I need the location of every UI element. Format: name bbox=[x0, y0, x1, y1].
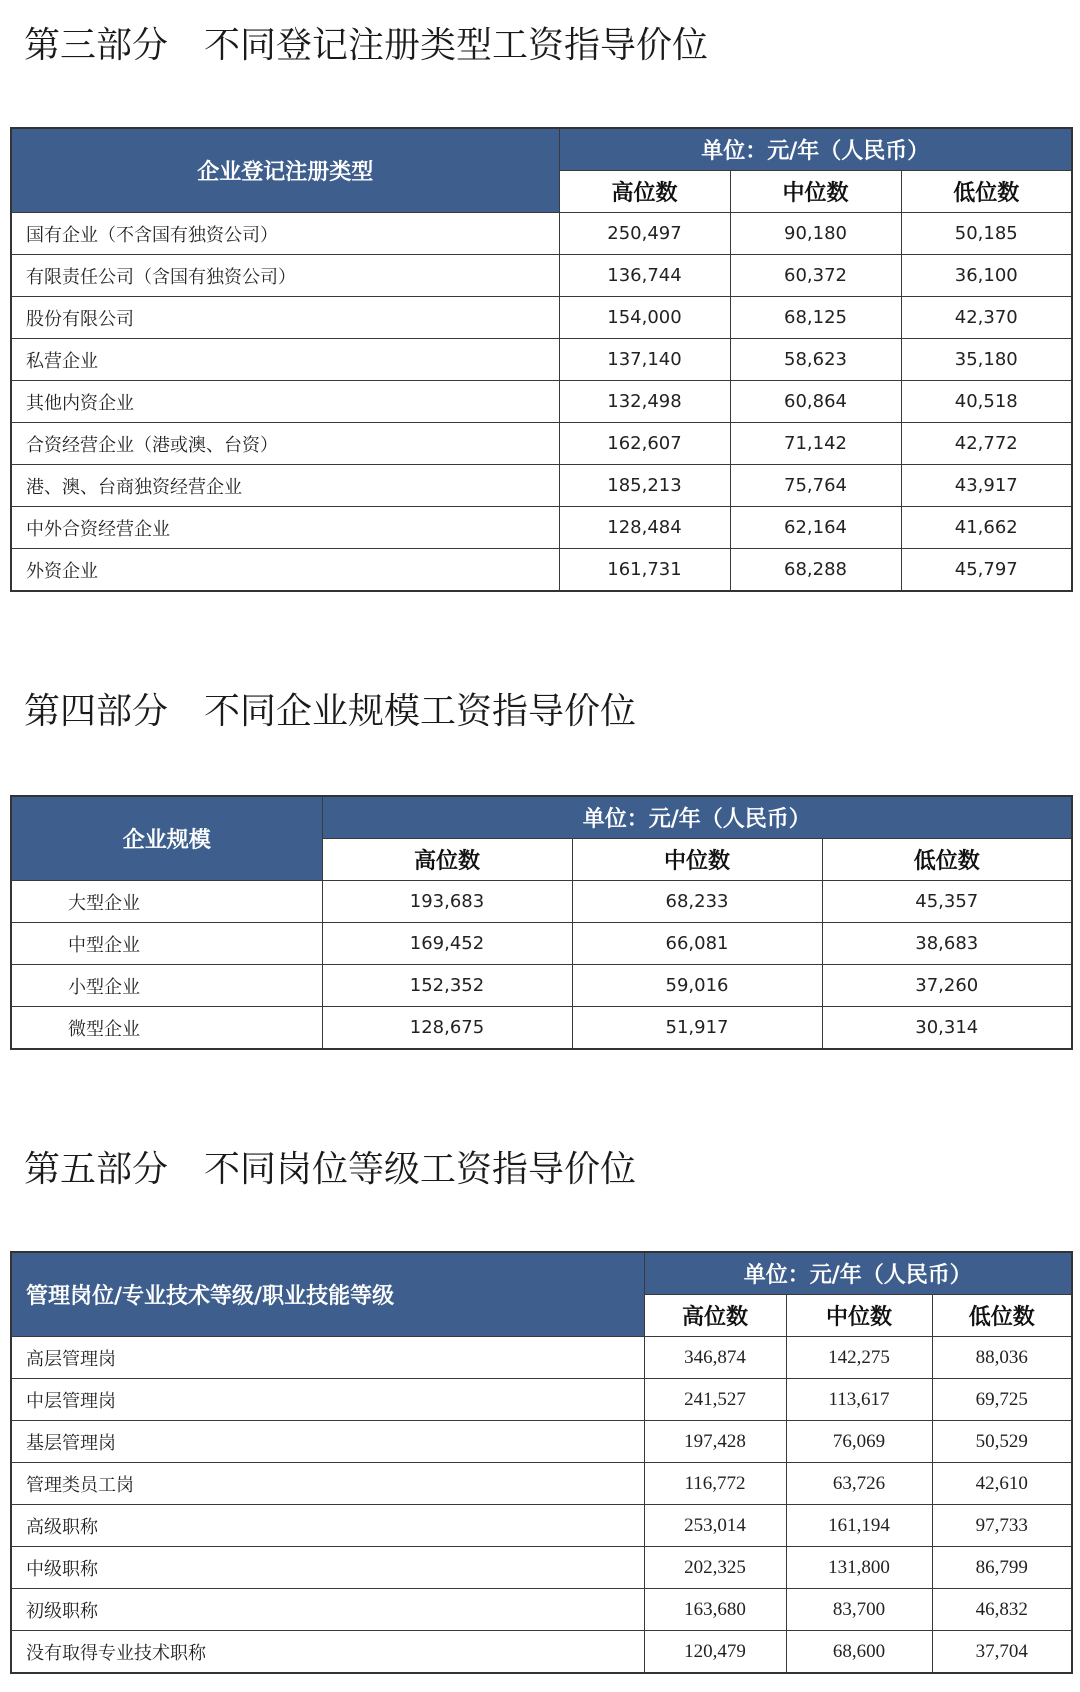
low-value-cell: 42,772 bbox=[901, 423, 1072, 465]
table-row bbox=[11, 465, 1072, 507]
median-value-cell: 76,069 bbox=[786, 1421, 932, 1463]
high-value-cell: 128,675 bbox=[322, 1007, 572, 1050]
median-value-cell: 62,164 bbox=[730, 507, 901, 549]
low-value-cell: 35,180 bbox=[901, 339, 1072, 381]
table-row bbox=[11, 1463, 1072, 1505]
column-header-low: 低位数 bbox=[822, 839, 1072, 881]
section-title: 第四部分 不同企业规模工资指导价位 bbox=[24, 691, 637, 732]
category-header: 企业登记注册类型 bbox=[11, 128, 559, 213]
row-label-cell: 管理类员工岗 bbox=[11, 1463, 644, 1505]
low-value-cell: 30,314 bbox=[822, 1007, 1072, 1050]
table-row bbox=[11, 549, 1072, 592]
median-value-cell: 71,142 bbox=[730, 423, 901, 465]
high-value-cell: 128,484 bbox=[559, 507, 730, 549]
high-value-cell: 136,744 bbox=[559, 255, 730, 297]
table-row bbox=[11, 1421, 1072, 1463]
high-value-cell: 193,683 bbox=[322, 881, 572, 923]
low-value-cell: 97,733 bbox=[932, 1505, 1072, 1547]
section-title: 第五部分 不同岗位等级工资指导价位 bbox=[24, 1149, 637, 1190]
table-row bbox=[11, 1379, 1072, 1421]
high-value-cell: 152,352 bbox=[322, 965, 572, 1007]
column-header-median: 中位数 bbox=[786, 1295, 932, 1337]
table-row bbox=[11, 381, 1072, 423]
row-label-cell: 其他内资企业 bbox=[11, 381, 559, 423]
low-value-cell: 36,100 bbox=[901, 255, 1072, 297]
position-grade-wage-table bbox=[10, 1251, 1073, 1674]
table-row bbox=[11, 339, 1072, 381]
row-label-cell: 初级职称 bbox=[11, 1589, 644, 1631]
row-label-cell: 大型企业 bbox=[11, 881, 322, 923]
median-value-cell: 142,275 bbox=[786, 1337, 932, 1379]
median-value-cell: 68,288 bbox=[730, 549, 901, 592]
table-row bbox=[11, 1547, 1072, 1589]
high-value-cell: 120,479 bbox=[644, 1631, 786, 1674]
registration-type-wage-table bbox=[10, 127, 1073, 592]
row-label-cell: 小型企业 bbox=[11, 965, 322, 1007]
table-row bbox=[11, 255, 1072, 297]
table-row bbox=[11, 1007, 1072, 1050]
category-header: 管理岗位/专业技术等级/职业技能等级 bbox=[11, 1252, 644, 1337]
column-header-median: 中位数 bbox=[730, 171, 901, 213]
high-value-cell: 137,140 bbox=[559, 339, 730, 381]
high-value-cell: 250,497 bbox=[559, 213, 730, 255]
low-value-cell: 88,036 bbox=[932, 1337, 1072, 1379]
table-body bbox=[11, 213, 1072, 592]
high-value-cell: 116,772 bbox=[644, 1463, 786, 1505]
table-body bbox=[11, 881, 1072, 1050]
low-value-cell: 37,260 bbox=[822, 965, 1072, 1007]
enterprise-size-wage-table bbox=[10, 795, 1073, 1050]
low-value-cell: 45,797 bbox=[901, 549, 1072, 592]
median-value-cell: 60,864 bbox=[730, 381, 901, 423]
row-label-cell: 微型企业 bbox=[11, 1007, 322, 1050]
high-value-cell: 169,452 bbox=[322, 923, 572, 965]
median-value-cell: 51,917 bbox=[572, 1007, 822, 1050]
low-value-cell: 37,704 bbox=[932, 1631, 1072, 1674]
low-value-cell: 40,518 bbox=[901, 381, 1072, 423]
row-label-cell: 基层管理岗 bbox=[11, 1421, 644, 1463]
high-value-cell: 202,325 bbox=[644, 1547, 786, 1589]
row-label-cell: 港、澳、台商独资经营企业 bbox=[11, 465, 559, 507]
low-value-cell: 45,357 bbox=[822, 881, 1072, 923]
column-header-high: 高位数 bbox=[559, 171, 730, 213]
median-value-cell: 68,233 bbox=[572, 881, 822, 923]
unit-header: 单位：元/年（人民币） bbox=[644, 1252, 1072, 1295]
table-row bbox=[11, 297, 1072, 339]
category-header: 企业规模 bbox=[11, 796, 322, 881]
table-row bbox=[11, 1589, 1072, 1631]
low-value-cell: 69,725 bbox=[932, 1379, 1072, 1421]
unit-header: 单位：元/年（人民币） bbox=[322, 796, 1072, 839]
table-header-row bbox=[11, 128, 1072, 171]
high-value-cell: 185,213 bbox=[559, 465, 730, 507]
median-value-cell: 60,372 bbox=[730, 255, 901, 297]
low-value-cell: 43,917 bbox=[901, 465, 1072, 507]
table-row bbox=[11, 1337, 1072, 1379]
table-header-row bbox=[11, 1252, 1072, 1295]
table-row bbox=[11, 213, 1072, 255]
table-row bbox=[11, 423, 1072, 465]
row-label-cell: 没有取得专业技术职称 bbox=[11, 1631, 644, 1674]
high-value-cell: 197,428 bbox=[644, 1421, 786, 1463]
row-label-cell: 私营企业 bbox=[11, 339, 559, 381]
row-label-cell: 外资企业 bbox=[11, 549, 559, 592]
row-label-cell: 中级职称 bbox=[11, 1547, 644, 1589]
high-value-cell: 161,731 bbox=[559, 549, 730, 592]
low-value-cell: 42,370 bbox=[901, 297, 1072, 339]
row-label-cell: 中型企业 bbox=[11, 923, 322, 965]
median-value-cell: 68,600 bbox=[786, 1631, 932, 1674]
low-value-cell: 38,683 bbox=[822, 923, 1072, 965]
low-value-cell: 41,662 bbox=[901, 507, 1072, 549]
high-value-cell: 346,874 bbox=[644, 1337, 786, 1379]
median-value-cell: 58,623 bbox=[730, 339, 901, 381]
high-value-cell: 154,000 bbox=[559, 297, 730, 339]
table-row bbox=[11, 507, 1072, 549]
median-value-cell: 90,180 bbox=[730, 213, 901, 255]
median-value-cell: 75,764 bbox=[730, 465, 901, 507]
table-header-row bbox=[11, 796, 1072, 839]
median-value-cell: 161,194 bbox=[786, 1505, 932, 1547]
table-row bbox=[11, 923, 1072, 965]
column-header-low: 低位数 bbox=[932, 1295, 1072, 1337]
median-value-cell: 68,125 bbox=[730, 297, 901, 339]
row-label-cell: 高层管理岗 bbox=[11, 1337, 644, 1379]
row-label-cell: 合资经营企业（港或澳、台资） bbox=[11, 423, 559, 465]
row-label-cell: 中外合资经营企业 bbox=[11, 507, 559, 549]
low-value-cell: 86,799 bbox=[932, 1547, 1072, 1589]
table-row bbox=[11, 1505, 1072, 1547]
row-label-cell: 股份有限公司 bbox=[11, 297, 559, 339]
median-value-cell: 83,700 bbox=[786, 1589, 932, 1631]
low-value-cell: 50,185 bbox=[901, 213, 1072, 255]
column-header-low: 低位数 bbox=[901, 171, 1072, 213]
section-title: 第三部分 不同登记注册类型工资指导价位 bbox=[24, 25, 709, 66]
column-header-median: 中位数 bbox=[572, 839, 822, 881]
high-value-cell: 162,607 bbox=[559, 423, 730, 465]
median-value-cell: 131,800 bbox=[786, 1547, 932, 1589]
high-value-cell: 163,680 bbox=[644, 1589, 786, 1631]
row-label-cell: 中层管理岗 bbox=[11, 1379, 644, 1421]
median-value-cell: 113,617 bbox=[786, 1379, 932, 1421]
column-header-high: 高位数 bbox=[644, 1295, 786, 1337]
low-value-cell: 42,610 bbox=[932, 1463, 1072, 1505]
high-value-cell: 241,527 bbox=[644, 1379, 786, 1421]
low-value-cell: 50,529 bbox=[932, 1421, 1072, 1463]
high-value-cell: 253,014 bbox=[644, 1505, 786, 1547]
table-row bbox=[11, 965, 1072, 1007]
high-value-cell: 132,498 bbox=[559, 381, 730, 423]
table-row bbox=[11, 1631, 1072, 1674]
column-header-high: 高位数 bbox=[322, 839, 572, 881]
unit-header: 单位：元/年（人民币） bbox=[559, 128, 1072, 171]
row-label-cell: 国有企业（不含国有独资公司） bbox=[11, 213, 559, 255]
median-value-cell: 66,081 bbox=[572, 923, 822, 965]
median-value-cell: 63,726 bbox=[786, 1463, 932, 1505]
table-body bbox=[11, 1337, 1072, 1674]
median-value-cell: 59,016 bbox=[572, 965, 822, 1007]
table-row bbox=[11, 881, 1072, 923]
low-value-cell: 46,832 bbox=[932, 1589, 1072, 1631]
row-label-cell: 有限责任公司（含国有独资公司） bbox=[11, 255, 559, 297]
row-label-cell: 高级职称 bbox=[11, 1505, 644, 1547]
